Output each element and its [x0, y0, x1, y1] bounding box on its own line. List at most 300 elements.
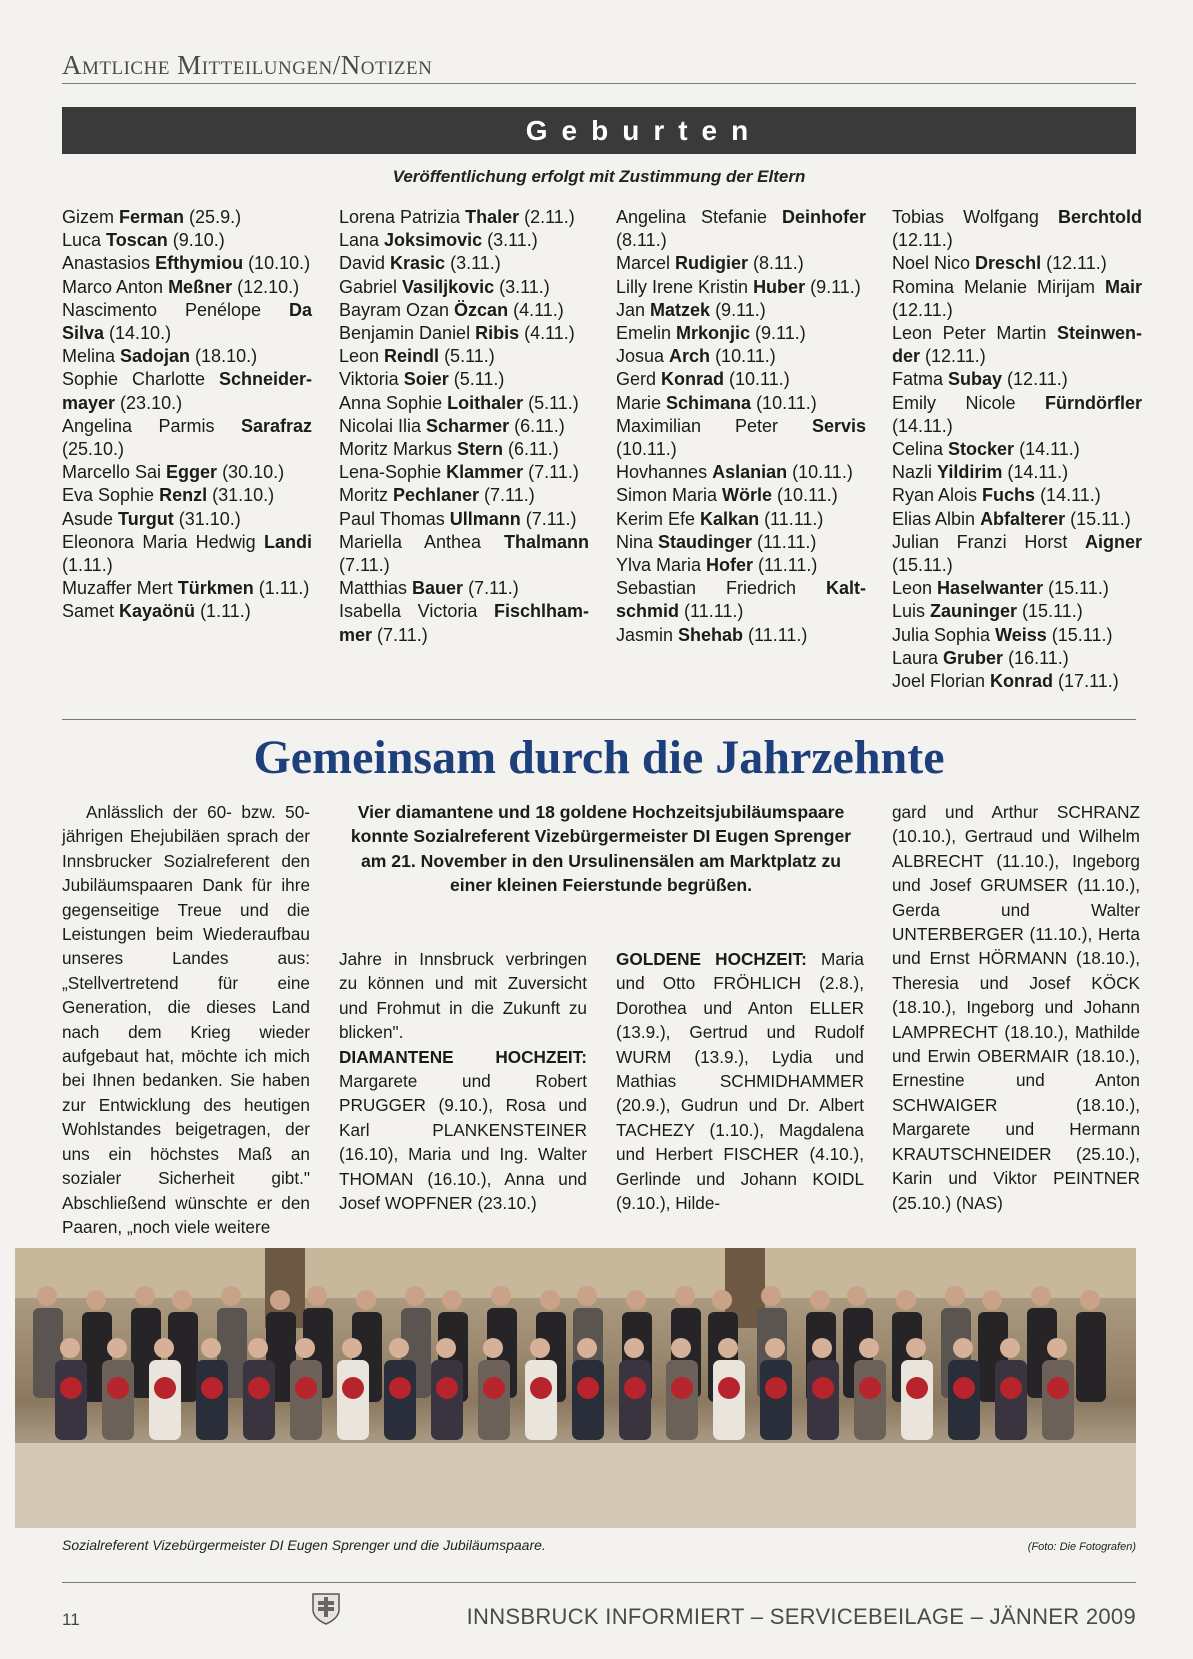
birth-first-name: Marcello Sai: [62, 462, 167, 483]
birth-date: (14.11.): [1014, 439, 1080, 460]
seated-person-head: [483, 1338, 503, 1358]
birth-entry: [616, 368, 866, 391]
footer-rule: [62, 1582, 1136, 1583]
birth-entry: [616, 461, 866, 484]
birth-last-name: Abfalterer: [980, 508, 1066, 529]
birth-first-name: Melina: [62, 346, 121, 367]
birth-first-name: Luca: [62, 230, 107, 251]
birth-last-name: Haselwanter: [937, 578, 1044, 599]
seated-person-head: [906, 1338, 926, 1358]
birth-date: (18.10.): [190, 346, 258, 367]
birth-entry: [62, 252, 312, 275]
birth-entry: [339, 508, 589, 531]
birth-date: (1.11.): [62, 555, 113, 576]
birth-entry: [616, 531, 866, 554]
birth-first-name: Emily Nicole: [892, 392, 1045, 413]
birth-entry: [892, 322, 1142, 368]
birth-date: (7.11.): [463, 578, 519, 599]
seated-person: [384, 1360, 416, 1440]
birth-last-name: Ullmann: [449, 508, 521, 529]
birth-first-name: Fatma: [892, 369, 949, 390]
standing-person-head: [1080, 1290, 1100, 1310]
birth-entry: [62, 345, 312, 368]
birth-first-name: Eva Sophie: [62, 485, 160, 506]
birth-entry: [339, 229, 589, 252]
innsbruck-crest-icon: [311, 1592, 341, 1626]
seated-person: [431, 1360, 463, 1440]
photo-caption: Sozialreferent Vizebürgermeister DI Eugen Sprenger und die Jubiläumspaare.: [62, 1537, 546, 1553]
birth-date: (8.11.): [616, 230, 667, 251]
birth-date: (15.11.): [1043, 578, 1109, 599]
birth-date: (10.11.): [710, 346, 776, 367]
birth-entry: [892, 670, 1142, 693]
birth-first-name: Bayram Ozan: [339, 299, 455, 320]
flower-bouquet: [295, 1377, 317, 1399]
flower-bouquet: [154, 1377, 176, 1399]
birth-entry: [339, 345, 589, 368]
seated-person-head: [718, 1338, 738, 1358]
birth-first-name: Angelina Stefanie: [616, 207, 782, 227]
birth-entry: [62, 531, 312, 577]
birth-last-name: Schimana: [666, 392, 752, 413]
birth-entry: [616, 624, 866, 647]
birth-date: (4.11.): [519, 323, 575, 344]
birth-first-name: David: [339, 253, 391, 274]
standing-person-head: [307, 1286, 327, 1306]
birth-date: (3.11.): [482, 230, 538, 251]
article-lead: Vier diamantene und 18 goldene Hochzeitsjubiläumspaare konnte Sozialreferent Vizebürgermeister DI Eugen Sprenger am 21. November in den Ursulinensälen am Marktplatz zu einer kleinen Feierstunde begrüßen.: [350, 802, 852, 896]
birth-last-name: Berchtold: [1057, 207, 1142, 227]
birth-first-name: Nicolai Ilia: [339, 415, 427, 436]
birth-entry: [616, 276, 866, 299]
birth-last-name: Fuchs: [982, 485, 1036, 506]
birth-first-name: Leon: [892, 578, 938, 599]
seated-person-head: [107, 1338, 127, 1358]
birth-date: (1.11.): [195, 601, 251, 622]
page-number: 11: [62, 1610, 80, 1629]
birth-entry: [616, 577, 866, 623]
birth-first-name: Josua: [616, 346, 670, 367]
seated-person: [337, 1360, 369, 1440]
birth-last-name: Konrad: [990, 671, 1054, 692]
birth-last-name: Wörle: [722, 485, 773, 506]
birth-entry: [892, 368, 1142, 391]
standing-person-head: [626, 1290, 646, 1310]
standing-person-head: [491, 1286, 511, 1306]
birth-first-name: Gerd: [616, 369, 662, 390]
golden-couples: Maria und Otto FRÖHLICH (2.8.), Dorothea und Anton ELLER (13.9.), Gertrud und Rudolf WURM (13.9.), Lydia und Mathias SCHMIDHAMMER (20.9.), Gudrun und Dr. Albert TACHEZY (1.10.), Magdalena und Herbert FISCHER (4.10.), Gerlinde und Johann KOIDL (9.10.), Hilde-: [616, 949, 864, 1214]
standing-person-head: [37, 1286, 57, 1306]
standing-person-head: [712, 1290, 732, 1310]
birth-date: (5.11.): [439, 346, 495, 367]
birth-last-name: Kalkan: [700, 508, 760, 529]
birth-date: (10.11.): [772, 485, 838, 506]
seated-person-head: [201, 1338, 221, 1358]
header-rule: [62, 83, 1136, 84]
seated-person: [290, 1360, 322, 1440]
birth-last-name: Arch: [669, 346, 711, 367]
birth-entry: [339, 368, 589, 391]
flower-bouquet: [1047, 1377, 1069, 1399]
birth-first-name: Moritz: [339, 485, 393, 506]
group-photo: [15, 1248, 1136, 1528]
seated-person-head: [577, 1338, 597, 1358]
seated-person-head: [530, 1338, 550, 1358]
birth-entry: [616, 322, 866, 345]
standing-person-head: [221, 1286, 241, 1306]
section-divider: [62, 719, 1136, 720]
birth-first-name: Romina Melanie Mirijam: [892, 276, 1105, 297]
birth-entry: [616, 206, 866, 252]
birth-last-name: Krasic: [390, 253, 446, 274]
birth-entry: [339, 531, 589, 577]
birth-date: (7.11.): [479, 485, 535, 506]
birth-first-name: Jasmin: [616, 624, 679, 645]
birth-entry: [892, 600, 1142, 623]
birth-entry: [62, 577, 312, 600]
birth-date: (16.11.): [1003, 647, 1069, 668]
birth-first-name: Simon Maria: [616, 485, 723, 506]
birth-last-name: Shehab: [678, 624, 744, 645]
birth-date: (14.11.): [1035, 485, 1101, 506]
birth-last-name: Türkmen: [177, 578, 254, 599]
birth-last-name: Fischlham-mer: [339, 601, 589, 645]
flower-bouquet: [530, 1377, 552, 1399]
standing-person-head: [577, 1286, 597, 1306]
birth-last-name: Matzek: [650, 299, 711, 320]
seated-person-head: [1047, 1338, 1067, 1358]
section-title: Amtliche Mitteilungen/Notizen: [62, 50, 433, 80]
birth-first-name: Matthias: [339, 578, 413, 599]
birth-entry: [62, 368, 312, 414]
birth-last-name: Thaler: [465, 207, 520, 227]
birth-first-name: Anna Sophie: [339, 392, 448, 413]
birth-first-name: Samet: [62, 601, 120, 622]
seated-person: [760, 1360, 792, 1440]
seated-person: [525, 1360, 557, 1440]
birth-date: (5.11.): [448, 369, 505, 390]
birth-first-name: Marco Anton: [62, 276, 169, 297]
birth-last-name: Subay: [948, 369, 1003, 390]
seated-person: [619, 1360, 651, 1440]
birth-entry: [339, 577, 589, 600]
flower-bouquet: [389, 1377, 411, 1399]
standing-person-head: [172, 1290, 192, 1310]
birth-last-name: Deinhofer: [781, 207, 866, 227]
birth-date: (11.11.): [679, 601, 744, 622]
birth-entry: [62, 600, 312, 623]
birth-last-name: Vasiljkovic: [402, 276, 495, 297]
flower-bouquet: [248, 1377, 270, 1399]
birth-entry: [892, 252, 1142, 275]
birth-date: (11.11.): [759, 508, 824, 529]
birth-date: (7.11.): [339, 555, 390, 576]
birth-date: (6.11.): [503, 439, 559, 460]
birth-last-name: Landi: [264, 531, 312, 552]
birth-date: (10.11.): [787, 462, 853, 483]
birth-first-name: Lorena Patrizia: [339, 207, 466, 227]
seated-person-head: [154, 1338, 174, 1358]
birth-entry: [339, 206, 589, 229]
birth-first-name: Julian Franzi Horst: [892, 531, 1085, 552]
birth-entry: [62, 415, 312, 461]
birth-first-name: Mariella Anthea: [339, 531, 504, 552]
birth-first-name: Viktoria: [339, 369, 404, 390]
birth-entry: [892, 647, 1142, 670]
birth-last-name: Soier: [403, 369, 449, 390]
seated-person-head: [389, 1338, 409, 1358]
birth-last-name: Staudinger: [658, 531, 753, 552]
birth-last-name: Da Silva: [62, 299, 312, 344]
standing-person-head: [442, 1290, 462, 1310]
photo-credit: (Foto: Die Fotografen): [1027, 1541, 1136, 1553]
birth-first-name: Marie: [616, 392, 667, 413]
birth-last-name: Hofer: [706, 555, 754, 576]
standing-person-head: [810, 1290, 830, 1310]
birth-last-name: Stern: [457, 439, 504, 460]
birth-last-name: Kayaönü: [119, 601, 196, 622]
seated-person: [478, 1360, 510, 1440]
birth-entry: [62, 461, 312, 484]
birth-date: (6.11.): [509, 415, 565, 436]
birth-first-name: Hovhannes: [616, 462, 713, 483]
seated-person: [807, 1360, 839, 1440]
birth-date: (15.11.): [1017, 601, 1083, 622]
birth-entry: [62, 229, 312, 252]
birth-last-name: Aigner: [1084, 531, 1142, 552]
seated-person-head: [60, 1338, 80, 1358]
seated-person: [572, 1360, 604, 1440]
flower-bouquet: [483, 1377, 505, 1399]
birth-first-name: Leon Peter Martin: [892, 323, 1057, 344]
flower-bouquet: [812, 1377, 834, 1399]
golden-heading: GOLDENE HOCHZEIT:: [616, 949, 807, 969]
flower-bouquet: [671, 1377, 693, 1399]
article-column-3: [616, 947, 864, 1215]
birth-entry: [339, 322, 589, 345]
birth-entry: [616, 252, 866, 275]
flower-bouquet: [906, 1377, 928, 1399]
seated-person-head: [859, 1338, 879, 1358]
birth-date: (9.11.): [750, 323, 806, 344]
birth-entry: [892, 392, 1142, 438]
birth-first-name: Nina: [616, 531, 659, 552]
seated-person-head: [765, 1338, 785, 1358]
birth-last-name: Sarafraz: [240, 415, 312, 436]
birth-date: (9.11.): [805, 276, 861, 297]
birth-date: (12.11.): [892, 299, 953, 320]
standing-person-head: [761, 1286, 781, 1306]
birth-entry: [339, 461, 589, 484]
standing-person-head: [896, 1290, 916, 1310]
standing-person-head: [847, 1286, 867, 1306]
birth-date: (25.10.): [62, 439, 125, 460]
birth-last-name: Bauer: [412, 578, 464, 599]
seated-person-head: [248, 1338, 268, 1358]
birth-entry: [62, 299, 312, 345]
article-column-4: gard und Arthur SCHRANZ (10.10.), Gertraud und Wilhelm ALBRECHT (11.10.), Ingeborg und Josef GRUMSER (11.10.), Gerda und Walter UNTERBERGER (11.10.), Herta und Ernst HÖRMANN (18.10.), Theresia und Josef KÖCK (18.10.), Ingeborg und Johann LAMPRECHT (18.10.), Mathilde und Erwin OBERMAIR (18.10.), Ernestine und Anton SCHWAIGER (18.10.), Margarete und Hermann KRAUTSCHNEIDER (25.10.), Karin und Viktor PEINTNER (25.10.) (NAS): [892, 802, 1140, 1213]
birth-first-name: Eleonora Maria Hedwig: [62, 531, 264, 552]
birth-entry: [339, 299, 589, 322]
birth-entry: [339, 392, 589, 415]
birth-date: (10.11.): [751, 392, 817, 413]
birth-last-name: Turgut: [118, 508, 174, 529]
birth-last-name: Weiss: [995, 624, 1047, 645]
birth-first-name: Muzaffer Mert: [62, 578, 178, 599]
birth-entry: [616, 345, 866, 368]
birth-entry: [892, 577, 1142, 600]
standing-person-head: [1031, 1286, 1051, 1306]
birth-date: (11.11.): [752, 531, 817, 552]
birth-entry: [892, 531, 1142, 577]
birth-first-name: Leon: [339, 346, 385, 367]
birth-last-name: Pechlaner: [393, 485, 480, 506]
birth-last-name: Servis: [811, 415, 866, 436]
standing-person-head: [270, 1290, 290, 1310]
seated-person-head: [812, 1338, 832, 1358]
birth-last-name: Sadojan: [120, 346, 191, 367]
seated-person-head: [953, 1338, 973, 1358]
birth-first-name: Benjamin Daniel: [339, 323, 476, 344]
birth-first-name: Nazli: [892, 462, 938, 483]
birth-last-name: Reindl: [384, 346, 440, 367]
birth-date: (12.11.): [920, 346, 986, 367]
birth-first-name: Sophie Charlotte: [62, 369, 219, 390]
birth-date: (11.11.): [753, 555, 818, 576]
birth-last-name: Schneider-mayer: [62, 369, 312, 413]
birth-last-name: Konrad: [661, 369, 725, 390]
seated-person: [995, 1360, 1027, 1440]
seated-person: [149, 1360, 181, 1440]
article-column-1: Anlässlich der 60- bzw. 50-jährigen Ehejubiläen sprach der Innsbrucker Sozialreferent den Jubiläumspaaren Dank für ihre gegenseitige Treue und die Leistungen beim Wiederaufbau unseres Landes aus: „Stellvertretend für eine Generation, die dieses Land nach dem Krieg wieder aufgebaut hat, möchte ich mich bei Ihnen bedanken. Sie haben zur Entwicklung des heutigen Wohlstandes beigetragen, der uns ein höchstes Maß an sozialer Sicherheit gibt." Abschließend wünschte er den Paaren, „noch viele weitere: [62, 802, 310, 1237]
birth-first-name: Ryan Alois: [892, 485, 983, 506]
birth-date: (9.11.): [710, 299, 766, 320]
birth-last-name: Gruber: [943, 647, 1004, 668]
flower-bouquet: [201, 1377, 223, 1399]
birth-last-name: Klammer: [446, 462, 524, 483]
birth-entry: [339, 252, 589, 275]
birth-last-name: Scharmer: [426, 415, 510, 436]
standing-person-head: [540, 1290, 560, 1310]
birth-entry: [62, 508, 312, 531]
births-heading: Geburten: [62, 107, 1136, 154]
birth-first-name: Moritz Markus: [339, 439, 458, 460]
birth-first-name: Angelina Parmis: [62, 415, 241, 436]
seated-person-head: [1000, 1338, 1020, 1358]
birth-date: (7.11.): [523, 462, 579, 483]
birth-first-name: Isabella Victoria: [339, 601, 494, 622]
standing-person-head: [982, 1290, 1002, 1310]
standing-person-head: [356, 1290, 376, 1310]
birth-date: (9.10.): [167, 230, 225, 251]
seated-person-head: [342, 1338, 362, 1358]
birth-first-name: Nascimento Penélope: [62, 299, 289, 320]
flower-bouquet: [436, 1377, 458, 1399]
birth-first-name: Lena-Sophie: [339, 462, 447, 483]
flower-bouquet: [1000, 1377, 1022, 1399]
flower-bouquet: [765, 1377, 787, 1399]
seated-person: [901, 1360, 933, 1440]
birth-last-name: Stocker: [948, 439, 1015, 460]
seated-person: [666, 1360, 698, 1440]
births-column-2: [339, 206, 589, 647]
birth-last-name: Zauninger: [930, 601, 1018, 622]
birth-entry: [892, 276, 1142, 322]
birth-date: (14.11.): [1002, 462, 1069, 483]
birth-first-name: Marcel: [616, 253, 676, 274]
birth-last-name: Renzl: [159, 485, 208, 506]
article-column-2: [339, 947, 587, 1215]
birth-entry: [62, 276, 312, 299]
standing-person: [1076, 1312, 1106, 1402]
birth-first-name: Maximilian Peter: [616, 415, 812, 436]
birth-entry: [62, 206, 312, 229]
birth-first-name: Joel Florian: [892, 671, 991, 692]
birth-first-name: Kerim Efe: [616, 508, 701, 529]
birth-last-name: Fürndörfler: [1045, 392, 1142, 413]
birth-entry: [892, 508, 1142, 531]
diamond-couples: Margarete und Robert PRUGGER (9.10.), Rosa und Karl PLANKENSTEINER (16.10), Maria und Ing. Walter THOMAN (16.10.), Anna und Josef WOPFNER (23.10.): [339, 1071, 587, 1214]
flower-bouquet: [859, 1377, 881, 1399]
standing-person-head: [135, 1286, 155, 1306]
birth-entry: [892, 206, 1142, 252]
birth-date: (14.11.): [892, 415, 953, 436]
birth-date: (10.10.): [243, 253, 311, 274]
birth-entry: [616, 484, 866, 507]
seated-person-head: [671, 1338, 691, 1358]
birth-first-name: Emelin: [616, 323, 677, 344]
standing-person-head: [945, 1286, 965, 1306]
birth-entry: [616, 508, 866, 531]
seated-person-head: [436, 1338, 456, 1358]
birth-last-name: Steinwen-der: [892, 323, 1142, 367]
birth-entry: [62, 484, 312, 507]
flower-bouquet: [107, 1377, 129, 1399]
births-subtitle: Veröffentlichung erfolgt mit Zustimmung der Eltern: [392, 167, 806, 186]
births-column-1: [62, 206, 312, 624]
birth-last-name: Aslanian: [712, 462, 788, 483]
standing-person-head: [675, 1286, 695, 1306]
birth-entry: [339, 276, 589, 299]
birth-entry: [339, 484, 589, 507]
birth-first-name: Luis: [892, 601, 931, 622]
birth-date: (5.11.): [523, 392, 579, 413]
seated-person: [196, 1360, 228, 1440]
birth-last-name: Huber: [753, 276, 806, 297]
birth-first-name: Julia Sophia: [892, 624, 996, 645]
birth-first-name: Ylva Maria: [616, 555, 707, 576]
birth-entry: [339, 438, 589, 461]
seated-person: [948, 1360, 980, 1440]
birth-entry: [616, 554, 866, 577]
birth-last-name: Özcan: [454, 299, 509, 320]
birth-date: (10.11.): [724, 369, 790, 390]
birth-first-name: Sebastian Friedrich: [616, 578, 826, 599]
birth-entry: [892, 484, 1142, 507]
birth-first-name: Laura: [892, 647, 944, 668]
birth-last-name: Ribis: [475, 323, 520, 344]
birth-last-name: Mrkonjic: [676, 323, 751, 344]
flower-bouquet: [624, 1377, 646, 1399]
birth-last-name: Egger: [166, 462, 218, 483]
birth-date: (23.10.): [115, 392, 183, 413]
seated-person: [55, 1360, 87, 1440]
diamond-heading: DIAMANTENE HOCHZEIT:: [339, 1046, 587, 1067]
birth-date: (12.10.): [232, 276, 300, 297]
birth-date: (12.11.): [1002, 369, 1068, 390]
birth-first-name: Asude: [62, 508, 119, 529]
group-photo-illustration: [15, 1248, 1136, 1528]
